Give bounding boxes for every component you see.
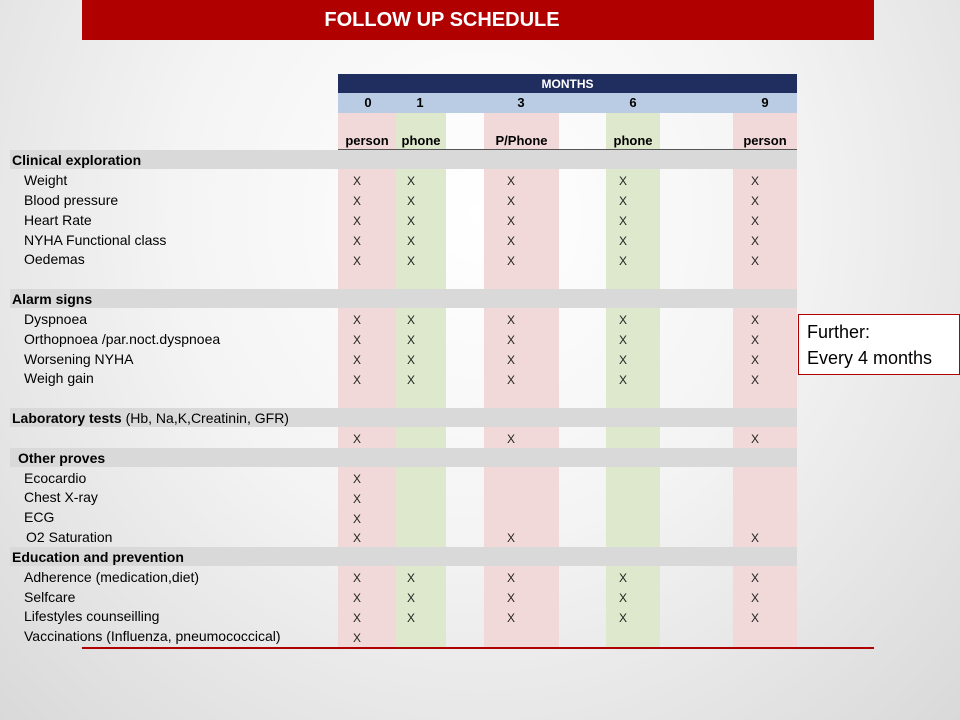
schedule-mark: X	[352, 373, 361, 387]
month-number: 6	[629, 95, 637, 110]
row-label: Weigh gain	[24, 370, 94, 386]
month-number: 9	[761, 95, 769, 110]
schedule-mark: X	[506, 234, 515, 248]
schedule-mark: X	[750, 174, 759, 188]
row-label: Dyspnoea	[24, 311, 88, 327]
row-label: Worsening NYHA	[24, 351, 134, 367]
schedule-mark: X	[750, 234, 759, 248]
section-title-other: Other proves	[18, 450, 106, 466]
schedule-mark: X	[618, 591, 627, 605]
schedule-mark: X	[618, 214, 627, 228]
month-numbers-row	[338, 93, 797, 113]
schedule-mark: X	[618, 194, 627, 208]
section-bar	[10, 448, 797, 467]
visit-type: phone	[401, 133, 441, 148]
schedule-mark: X	[750, 214, 759, 228]
row-label: Oedemas	[24, 251, 85, 267]
note-line-2: Every 4 months	[807, 348, 933, 368]
schedule-mark: X	[406, 194, 415, 208]
month-number: 1	[416, 95, 424, 110]
lab-title-suffix: (Hb, Na,K,Creatinin, GFR)	[121, 410, 289, 426]
schedule-mark: X	[506, 373, 515, 387]
schedule-mark: X	[750, 353, 759, 367]
section-title-education: Education and prevention	[12, 549, 184, 565]
schedule-mark: X	[352, 531, 361, 545]
column-month-9	[733, 113, 797, 647]
schedule-mark: X	[618, 333, 627, 347]
schedule-mark: X	[750, 254, 759, 268]
schedule-mark: X	[750, 611, 759, 625]
section-title-clinical: Clinical exploration	[12, 152, 142, 168]
schedule-mark: X	[352, 174, 361, 188]
row-label: ECG	[24, 509, 55, 525]
row-label: Chest X-ray	[24, 489, 98, 505]
schedule-mark: X	[406, 313, 415, 327]
lab-title: Laboratory tests	[12, 410, 122, 426]
schedule-mark: X	[406, 333, 415, 347]
section-title-alarm: Alarm signs	[12, 291, 93, 307]
schedule-mark: X	[352, 472, 361, 486]
schedule-mark: X	[406, 591, 415, 605]
schedule-mark: X	[506, 313, 515, 327]
schedule-mark: X	[506, 432, 515, 446]
schedule-mark: X	[506, 591, 515, 605]
schedule-mark: X	[750, 194, 759, 208]
schedule-mark: X	[406, 611, 415, 625]
schedule-mark: X	[618, 611, 627, 625]
month-number: 3	[517, 95, 525, 110]
schedule-mark: X	[506, 571, 515, 585]
schedule-mark: X	[618, 571, 627, 585]
row-label: Orthopnoea /par.noct.dyspnoea	[24, 331, 221, 347]
further-note-box	[798, 314, 960, 375]
months-label: MONTHS	[541, 76, 594, 91]
schedule-mark: X	[506, 214, 515, 228]
schedule-mark: X	[406, 571, 415, 585]
schedule-mark: X	[618, 373, 627, 387]
schedule-mark: X	[352, 333, 361, 347]
schedule-mark: X	[618, 313, 627, 327]
schedule-mark: X	[406, 353, 415, 367]
row-label: Blood pressure	[24, 192, 119, 208]
schedule-mark: X	[506, 611, 515, 625]
title-banner	[82, 0, 874, 40]
row-label: Ecocardio	[24, 470, 87, 486]
row-label: Selfcare	[24, 589, 76, 605]
schedule-mark: X	[750, 571, 759, 585]
schedule-mark: X	[352, 353, 361, 367]
schedule-mark: X	[506, 333, 515, 347]
schedule-mark: X	[406, 174, 415, 188]
schedule-mark: X	[506, 194, 515, 208]
schedule-mark: X	[352, 313, 361, 327]
schedule-mark: X	[352, 254, 361, 268]
schedule-mark: X	[506, 353, 515, 367]
schedule-mark: X	[618, 353, 627, 367]
row-label: NYHA Functional class	[24, 232, 167, 248]
section-title-lab	[12, 410, 289, 426]
visit-type: person	[743, 133, 787, 148]
row-label: Heart Rate	[24, 212, 92, 228]
months-header	[338, 74, 797, 93]
note-line-1: Further:	[807, 322, 871, 342]
schedule-mark: X	[618, 234, 627, 248]
schedule-mark: X	[352, 591, 361, 605]
column-month-3	[484, 113, 559, 647]
row-label: O2 Saturation	[26, 529, 113, 545]
schedule-mark: X	[352, 234, 361, 248]
schedule-mark: X	[352, 214, 361, 228]
schedule-mark: X	[750, 432, 759, 446]
visit-type: P/Phone	[495, 133, 548, 148]
schedule-mark: X	[750, 313, 759, 327]
month-number: 0	[364, 95, 372, 110]
row-label: Weight	[24, 172, 68, 188]
schedule-mark: X	[406, 234, 415, 248]
row-label: Adherence (medication,diet)	[24, 569, 200, 585]
row-label: Lifestyles counseilling	[24, 608, 160, 624]
visit-type: phone	[613, 133, 653, 148]
schedule-mark: X	[352, 571, 361, 585]
schedule-mark: X	[506, 174, 515, 188]
schedule-mark: X	[352, 492, 361, 506]
schedule-mark: X	[750, 373, 759, 387]
schedule-mark: X	[406, 254, 415, 268]
page-title: FOLLOW UP SCHEDULE	[324, 8, 560, 31]
schedule-mark: X	[506, 531, 515, 545]
schedule-mark: X	[618, 174, 627, 188]
visit-type: person	[345, 133, 389, 148]
section-bar	[10, 289, 797, 308]
schedule-mark: X	[352, 631, 361, 645]
row-label: Vaccinations (Influenza, pneumococcical)	[24, 628, 281, 644]
schedule-mark: X	[750, 591, 759, 605]
schedule-mark: X	[352, 611, 361, 625]
bottom-rule	[82, 647, 874, 649]
schedule-mark: X	[750, 333, 759, 347]
schedule-mark: X	[506, 254, 515, 268]
schedule-mark: X	[618, 254, 627, 268]
schedule-mark: X	[352, 512, 361, 526]
schedule-mark: X	[406, 373, 415, 387]
schedule-mark: X	[750, 531, 759, 545]
schedule-mark: X	[352, 432, 361, 446]
schedule-mark: X	[406, 214, 415, 228]
schedule-mark: X	[352, 194, 361, 208]
